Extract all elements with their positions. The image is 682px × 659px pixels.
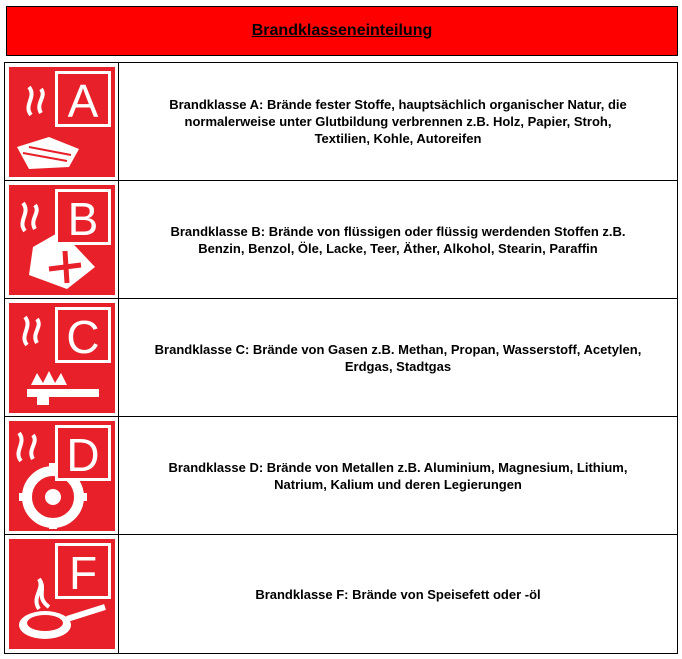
icon-cell [5,417,119,534]
svg-text:C: C [66,311,100,363]
class-description: Brandklasse C: Brände von Gasen z.B. Methan, Propan, Wasserstoff, Acetylen, Erdgas, Stadtgas [154,341,642,374]
icon-cell [5,63,119,180]
gas-fire-burner-icon [9,303,115,413]
page-title: Brandklasseneinteilung [251,22,433,39]
icon-cell [5,181,119,298]
class-description: Brandklasse A: Brände fester Stoffe, hauptsächlich organischer Natur, die normalerweise unter Glutbildung verbrennen z.B. Holz, Papier, Stroh, Textilien, Kohle, Autoreifen [169,97,627,146]
svg-text:B: B [67,193,99,245]
fire-class-table [4,62,678,654]
class-description: Brandklasse F: Brände von Speisefett oder -öl [255,586,541,602]
title-bar [6,6,678,56]
svg-text:D: D [66,429,100,481]
table-row-class-d [5,417,677,535]
table-row-class-c [5,299,677,417]
table-row-class-f [5,535,677,653]
table-row-class-b [5,181,677,299]
cooking-oil-pan-icon [9,539,115,649]
svg-text:F: F [68,547,98,599]
table-row-class-a [5,63,677,181]
class-description: Brandklasse B: Brände von flüssigen oder flüssig werdenden Stoffen z.B. Benzin, Benzol, Öle, Lacke, Teer, Äther, Alkohol, Stearin, Paraffin [170,223,626,256]
solid-fire-wood-icon [9,67,115,177]
icon-cell [5,535,119,653]
class-description: Brandklasse D: Brände von Metallen z.B. Aluminium, Magnesium, Lithium, Natrium, Kalium und deren Legierungen [168,459,628,492]
svg-text:A: A [67,75,99,127]
icon-cell [5,299,119,416]
liquid-fire-canister-icon [9,185,115,295]
metal-fire-gear-icon [9,421,115,531]
